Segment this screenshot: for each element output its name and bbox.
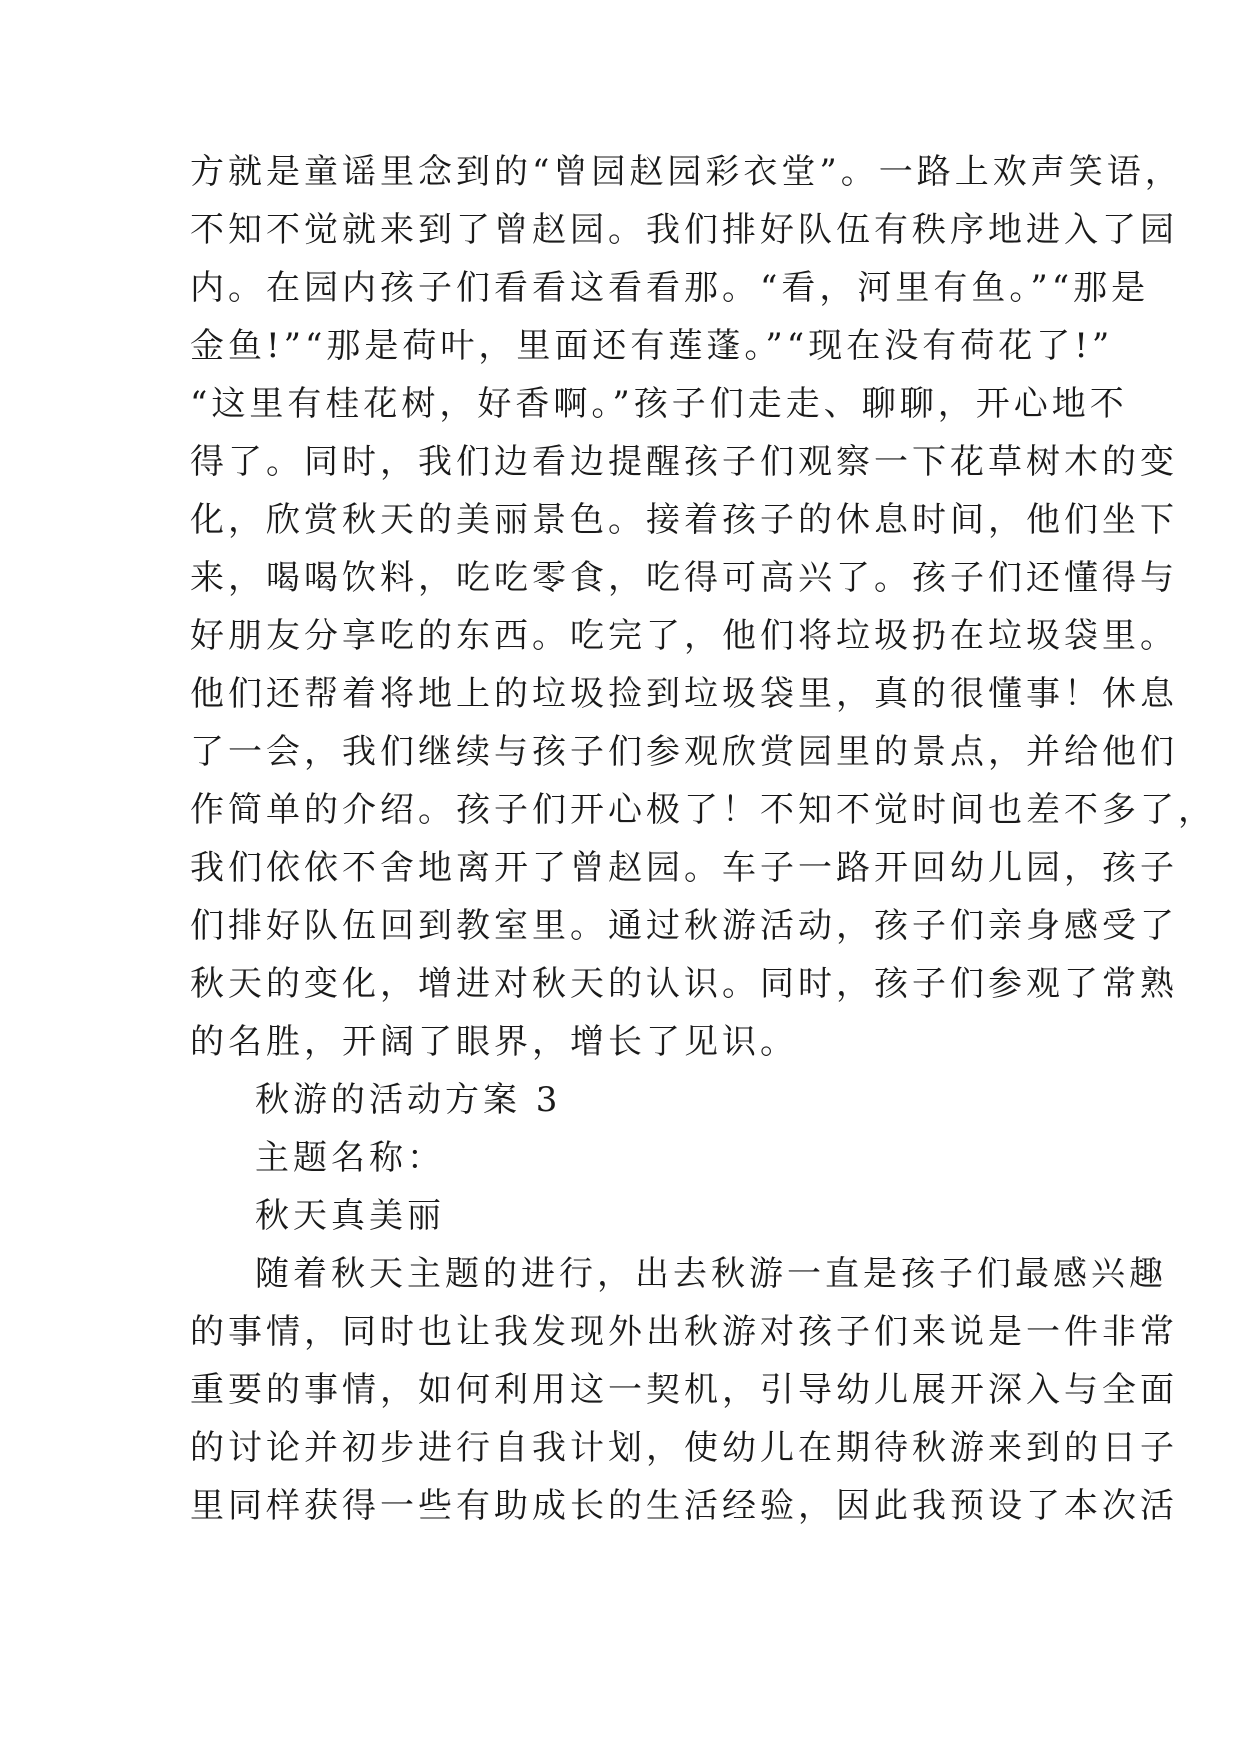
body-text-line: “这里有桂花树，好香啊。”孩子们走走、聊聊，开心地不 bbox=[190, 384, 1128, 424]
body-text-line: 来，喝喝饮料，吃吃零食，吃得可高兴了。孩子们还懂得与 bbox=[190, 558, 1178, 598]
section-heading: 秋游的活动方案 3 bbox=[255, 1080, 562, 1120]
body-text-line: 重要的事情，如何利用这一契机，引导幼儿展开深入与全面 bbox=[190, 1370, 1178, 1410]
body-text-line: 作简单的介绍。孩子们开心极了！不知不觉时间也差不多了， bbox=[190, 790, 1216, 830]
body-text-line: 秋天的变化，增进对秋天的认识。同时，孩子们参观了常熟 bbox=[190, 964, 1178, 1004]
body-text-line: 我们依依不舍地离开了曾赵园。车子一路开回幼儿园，孩子 bbox=[190, 848, 1178, 888]
body-text-line: 里同样获得一些有助成长的生活经验，因此我预设了本次活 bbox=[190, 1486, 1178, 1526]
topic-label: 主题名称： bbox=[255, 1138, 445, 1178]
body-text-line: 方就是童谣里念到的“曾园赵园彩衣堂”。一路上欢声笑语， bbox=[190, 152, 1183, 192]
body-text-line: 的事情，同时也让我发现外出秋游对孩子们来说是一件非常 bbox=[190, 1312, 1178, 1352]
body-text-line: 内。在园内孩子们看看这看看那。“看，河里有鱼。”“那是 bbox=[190, 268, 1150, 308]
body-text-line: 随着秋天主题的进行，出去秋游一直是孩子们最感兴趣 bbox=[255, 1254, 1167, 1294]
body-text-line: 了一会，我们继续与孩子们参观欣赏园里的景点，并给他们 bbox=[190, 732, 1178, 772]
body-text-line: 们排好队伍回到教室里。通过秋游活动，孩子们亲身感受了 bbox=[190, 906, 1178, 946]
body-text-line: 好朋友分享吃的东西。吃完了，他们将垃圾扔在垃圾袋里。 bbox=[190, 616, 1178, 656]
body-text-line: 的讨论并初步进行自我计划，使幼儿在期待秋游来到的日子 bbox=[190, 1428, 1178, 1468]
body-text-line: 得了。同时，我们边看边提醒孩子们观察一下花草树木的变 bbox=[190, 442, 1178, 482]
body-text-line: 不知不觉就来到了曾赵园。我们排好队伍有秩序地进入了园 bbox=[190, 210, 1178, 250]
body-text-line: 他们还帮着将地上的垃圾捡到垃圾袋里，真的很懂事！休息 bbox=[190, 674, 1178, 714]
body-text-line: 的名胜，开阔了眼界，增长了见识。 bbox=[190, 1022, 798, 1062]
body-text-line: 金鱼!”“那是荷叶，里面还有莲蓬。”“现在没有荷花了!” bbox=[190, 326, 1114, 366]
topic-title: 秋天真美丽 bbox=[255, 1196, 445, 1236]
body-text-line: 化，欣赏秋天的美丽景色。接着孩子的休息时间，他们坐下 bbox=[190, 500, 1178, 540]
